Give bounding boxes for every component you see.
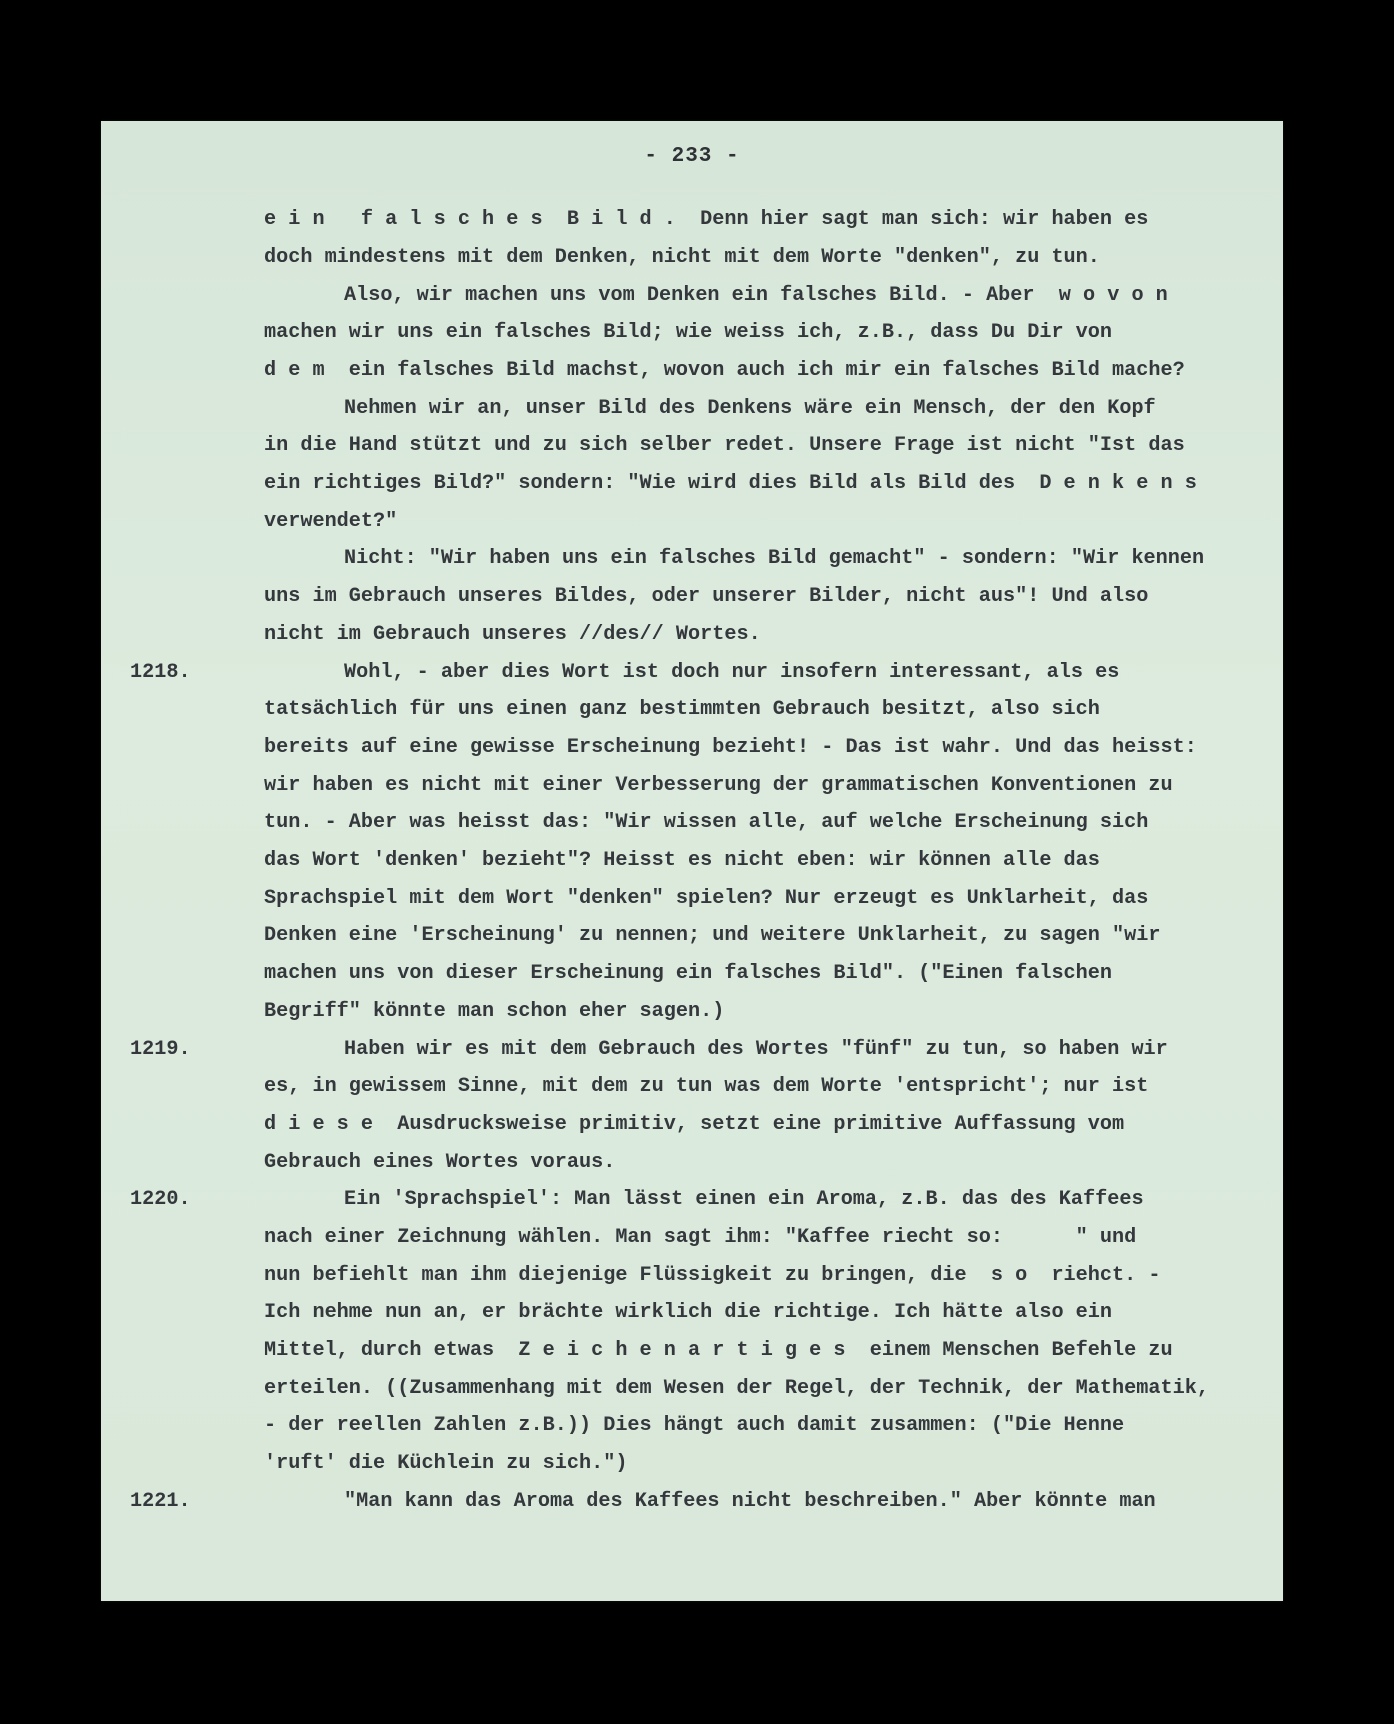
section-number: 1218. [130, 661, 191, 684]
text-line: nun befiehlt man ihm diejenige Flüssigkeit zu bringen, die s o riehct. - [264, 1264, 1161, 1287]
text-line: bereits auf eine gewisse Erscheinung bezieht! - Das ist wahr. Und das heisst: [264, 736, 1197, 759]
text-line: ein richtiges Bild?" sondern: "Wie wird dies Bild als Bild des D e n k e n s [264, 472, 1197, 495]
page-number: - 233 - [644, 145, 740, 168]
section-number: 1219. [130, 1038, 191, 1061]
text-line: machen uns von dieser Erscheinung ein falsches Bild". ("Einen falschen [264, 962, 1113, 985]
text-line: tun. - Aber was heisst das: "Wir wissen alle, auf welche Erscheinung sich [264, 811, 1149, 834]
text-line: e i n f a l s c h e s B i l d . Denn hier sagt man sich: wir haben es [264, 208, 1149, 231]
text-line: 'ruft' die Küchlein zu sich.") [264, 1452, 628, 1475]
section-number: 1221. [130, 1490, 191, 1513]
text-line: in die Hand stützt und zu sich selber redet. Unsere Frage ist nicht "Ist das [264, 434, 1185, 457]
text-line: Denken eine 'Erscheinung' zu nennen; und weitere Unklarheit, zu sagen "wir [264, 924, 1161, 947]
text-line: Ich nehme nun an, er brächte wirklich die richtige. Ich hätte also ein [264, 1301, 1113, 1324]
text-line: Ein 'Sprachspiel': Man lässt einen ein Aroma, z.B. das des Kaffees [344, 1188, 1144, 1211]
text-line: verwendet?" [264, 510, 398, 533]
text-line: Haben wir es mit dem Gebrauch des Wortes "fünf" zu tun, so haben wir [344, 1038, 1168, 1061]
text-line: tatsächlich für uns einen ganz bestimmten Gebrauch besitzt, also sich [264, 698, 1100, 721]
typescript-page [101, 121, 1283, 1601]
text-line: Nehmen wir an, unser Bild des Denkens wäre ein Mensch, der den Kopf [344, 397, 1156, 420]
text-line: uns im Gebrauch unseres Bildes, oder unserer Bilder, nicht aus"! Und also [264, 585, 1149, 608]
text-line: d e m ein falsches Bild machst, wovon auch ich mir ein falsches Bild mache? [264, 359, 1185, 382]
text-line: "Man kann das Aroma des Kaffees nicht beschreiben." Aber könnte man [344, 1490, 1156, 1513]
text-line: Nicht: "Wir haben uns ein falsches Bild gemacht" - sondern: "Wir kennen [344, 547, 1205, 570]
text-line: d i e s e Ausdrucksweise primitiv, setzt eine primitive Auffassung vom [264, 1113, 1125, 1136]
text-line: - der reellen Zahlen z.B.)) Dies hängt auch damit zusammen: ("Die Henne [264, 1414, 1125, 1437]
text-line: nicht im Gebrauch unseres //des// Wortes. [264, 623, 761, 646]
text-line: nach einer Zeichnung wählen. Man sagt ihm: "Kaffee riecht so: " und [264, 1226, 1137, 1249]
text-line: Sprachspiel mit dem Wort "denken" spielen? Nur erzeugt es Unklarheit, das [264, 887, 1149, 910]
text-line: es, in gewissem Sinne, mit dem zu tun was dem Worte 'entspricht'; nur ist [264, 1075, 1149, 1098]
text-line: Wohl, - aber dies Wort ist doch nur insofern interessant, als es [344, 661, 1120, 684]
text-line: Also, wir machen uns vom Denken ein falsches Bild. - Aber w o v o n [344, 284, 1168, 307]
text-line: erteilen. ((Zusammenhang mit dem Wesen der Regel, der Technik, der Mathematik, [264, 1377, 1209, 1400]
text-line: machen wir uns ein falsches Bild; wie weiss ich, z.B., dass Du Dir von [264, 321, 1113, 344]
text-line: Gebrauch eines Wortes voraus. [264, 1151, 616, 1174]
text-line: wir haben es nicht mit einer Verbesserung der grammatischen Konventionen zu [264, 774, 1173, 797]
text-line: das Wort 'denken' bezieht"? Heisst es nicht eben: wir können alle das [264, 849, 1100, 872]
section-number: 1220. [130, 1188, 191, 1211]
text-line: Mittel, durch etwas Z e i c h e n a r t i g e s einem Menschen Befehle zu [264, 1339, 1173, 1362]
text-line: Begriff" könnte man schon eher sagen.) [264, 1000, 725, 1023]
text-line: doch mindestens mit dem Denken, nicht mit dem Worte "denken", zu tun. [264, 246, 1100, 269]
